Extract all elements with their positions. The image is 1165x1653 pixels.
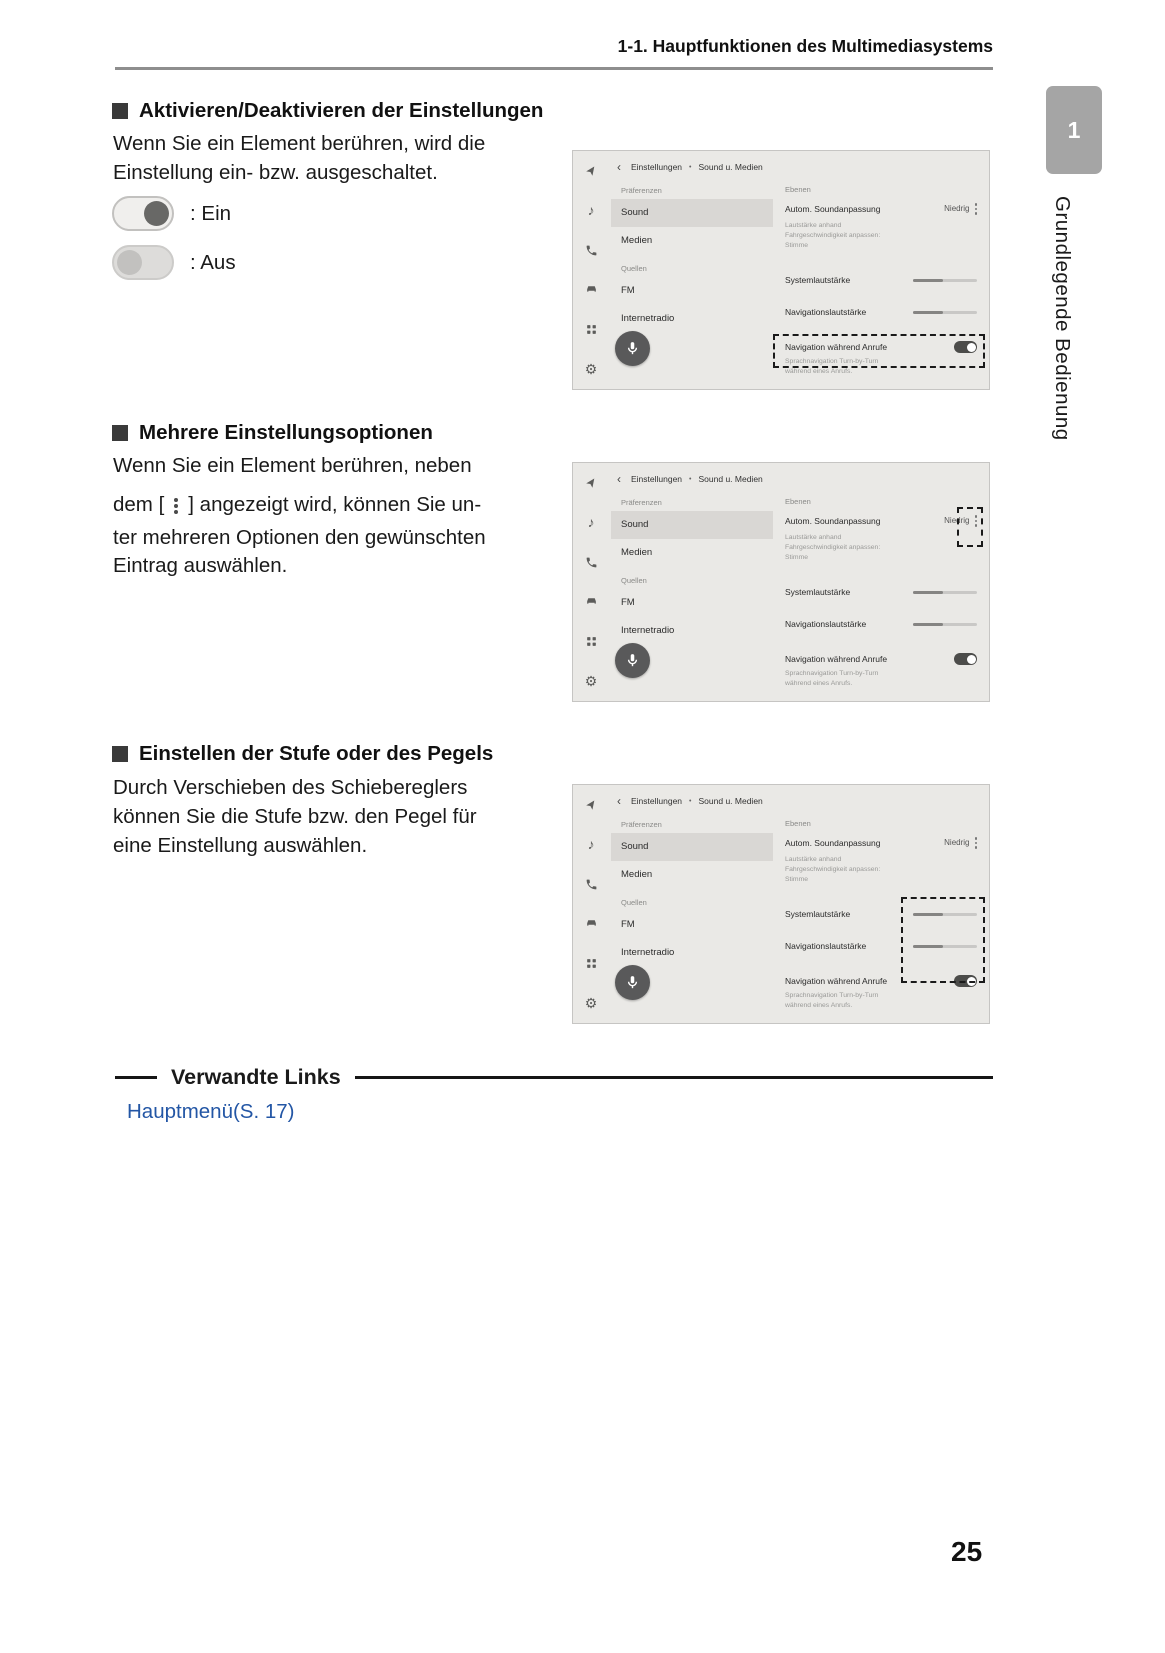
- topbar-section-label: Sound u. Medien: [698, 162, 763, 172]
- s3-body-line1: Durch Verschieben des Schiebereglers: [113, 776, 468, 799]
- navigation-during-calls-description-line1: Sprachnavigation Turn-by-Turn: [785, 358, 879, 365]
- topbar-section-label: Sound u. Medien: [698, 474, 763, 484]
- square-bullet-icon: [112, 103, 128, 119]
- navigation-during-calls-description-line2: während eines Anrufs.: [785, 680, 853, 687]
- header-rule: [115, 67, 993, 70]
- navigation-during-calls-description: [785, 991, 878, 1011]
- map-navigation-icon: [585, 476, 598, 489]
- square-bullet-icon: [112, 746, 128, 762]
- multimedia-settings-screenshot: [572, 784, 990, 1024]
- settings-gear-icon: ⚙: [584, 672, 598, 689]
- multimedia-settings-screenshot: [572, 462, 990, 702]
- related-rule-left: [115, 1076, 157, 1079]
- navigation-during-calls-description-line1: Sprachnavigation Turn-by-Turn: [785, 992, 879, 999]
- screenshot-topbar: [617, 473, 763, 485]
- menu-group-quellen: Quellen: [621, 898, 647, 907]
- back-chevron-icon: ‹: [617, 794, 621, 808]
- panel-group-ebenen: Ebenen: [785, 819, 811, 828]
- menu-group-praeferenzen: Präferenzen: [621, 820, 662, 829]
- phone-icon: [585, 878, 598, 891]
- navigation-during-calls-description-line1: Sprachnavigation Turn-by-Turn: [785, 670, 879, 677]
- hauptmenu-link[interactable]: Hauptmenü(S. 17): [127, 1100, 295, 1123]
- auto-sound-selected-option: Niedrig: [944, 204, 970, 214]
- menu-item-sound: Sound: [611, 511, 773, 539]
- toggle-knob: [117, 250, 142, 275]
- music-note-icon: ♪: [587, 202, 595, 219]
- screenshot-slider-example: [572, 784, 990, 1024]
- topbar-settings-label: Einstellungen: [631, 796, 683, 806]
- music-note-icon: ♪: [587, 836, 595, 853]
- auto-sound-label: Autom. Soundanpassung: [785, 837, 881, 848]
- s1-body-line2: Einstellung ein- bzw. ausgeschaltet.: [113, 161, 438, 184]
- related-links-title: Verwandte Links: [171, 1065, 341, 1089]
- s2-body-line3: ter mehreren Optionen den gewünschten: [113, 526, 486, 549]
- auto-sound-row: [785, 837, 977, 849]
- menu-item-internetradio: Internetradio: [621, 947, 675, 958]
- menu-item-internetradio: Internetradio: [621, 313, 675, 324]
- more-options-icon: [975, 203, 978, 215]
- navigation-during-calls-label: Navigation während Anrufe: [785, 342, 888, 352]
- menu-item-fm: FM: [621, 285, 635, 296]
- slider-fill: [913, 311, 943, 314]
- phone-icon: [585, 244, 598, 257]
- auto-sound-description-line1: Lautstärke anhand: [785, 534, 842, 541]
- app-icon-rail: [573, 463, 609, 701]
- system-volume-slider: [913, 591, 977, 594]
- microphone-icon: [624, 340, 641, 357]
- system-volume-label: Systemlautstärke: [785, 275, 851, 285]
- auto-sound-description-line2: Fahrgeschwindigkeit anpassen:: [785, 544, 881, 551]
- section-2-title-text: Mehrere Einstellungsoptionen: [139, 421, 433, 444]
- apps-grid-icon: [585, 957, 598, 970]
- menu-item-medien: Medien: [621, 235, 653, 246]
- car-icon: [585, 595, 598, 608]
- toggle-off-legend: [112, 245, 236, 280]
- toggle-knob: [144, 201, 169, 226]
- auto-sound-description: [785, 221, 880, 251]
- auto-sound-value: [944, 203, 977, 215]
- section-1-title-text: Aktivieren/Deaktivieren der Einstellungen: [139, 99, 544, 122]
- chapter-vertical-label: Grundlegende Bedienung: [1051, 196, 1074, 441]
- topbar-settings-label: Einstellungen: [631, 474, 683, 484]
- phone-icon: [585, 556, 598, 569]
- menu-item-fm: FM: [621, 919, 635, 930]
- s2-body-line2: [113, 493, 481, 517]
- menu-group-quellen: Quellen: [621, 264, 647, 273]
- navigation-during-calls-row: [785, 653, 977, 665]
- navigation-during-calls-label: Navigation während Anrufe: [785, 976, 888, 986]
- auto-sound-description-line3: Stimme: [785, 242, 809, 249]
- section-3-title-text: Einstellen der Stufe oder des Pegels: [139, 742, 494, 765]
- section-1-title: [112, 99, 543, 123]
- car-icon: [585, 917, 598, 930]
- chapter-tab: 1: [1046, 86, 1102, 174]
- s2-body-line4: Eintrag auswählen.: [113, 554, 288, 577]
- auto-sound-description-line2: Fahrgeschwindigkeit anpassen:: [785, 232, 881, 239]
- highlight-box-toggle-row: [773, 334, 985, 368]
- system-volume-row: [785, 275, 977, 285]
- auto-sound-description-line1: Lautstärke anhand: [785, 222, 842, 229]
- navigation-during-calls-label: Navigation während Anrufe: [785, 654, 888, 664]
- topbar-section-label: Sound u. Medien: [698, 796, 763, 806]
- navigation-volume-label: Navigationslautstärke: [785, 941, 867, 951]
- microphone-button: [615, 643, 650, 678]
- menu-group-quellen: Quellen: [621, 576, 647, 585]
- auto-sound-description: [785, 533, 880, 563]
- toggle-off-label: : Aus: [190, 250, 236, 274]
- microphone-button: [615, 331, 650, 366]
- slider-fill: [913, 623, 943, 626]
- auto-sound-description-line3: Stimme: [785, 554, 809, 561]
- menu-group-praeferenzen: Präferenzen: [621, 498, 662, 507]
- more-options-icon: [975, 837, 978, 849]
- menu-item-fm: FM: [621, 597, 635, 608]
- highlight-box-sliders: [901, 897, 985, 983]
- auto-sound-description-line2: Fahrgeschwindigkeit anpassen:: [785, 866, 881, 873]
- app-icon-rail: [573, 151, 609, 389]
- panel-group-ebenen: Ebenen: [785, 497, 811, 506]
- auto-sound-description-line1: Lautstärke anhand: [785, 856, 842, 863]
- car-icon: [585, 283, 598, 296]
- microphone-button: [615, 965, 650, 1000]
- toggle-knob: [967, 655, 976, 664]
- menu-item-sound: Sound: [611, 199, 773, 227]
- topbar-settings-label: Einstellungen: [631, 162, 683, 172]
- navigation-volume-slider: [913, 311, 977, 314]
- toggle-on-icon: [112, 196, 174, 231]
- menu-item-medien: Medien: [621, 547, 653, 558]
- auto-sound-selected-option: Niedrig: [944, 838, 970, 848]
- navigation-during-calls-toggle: [954, 653, 977, 665]
- settings-panel: [785, 463, 983, 701]
- s3-body-line2: können Sie die Stufe bzw. den Pegel für: [113, 805, 477, 828]
- auto-sound-row: [785, 515, 977, 527]
- section-3-title: [112, 742, 493, 766]
- navigation-volume-row: [785, 619, 977, 629]
- toggle-off-icon: [112, 245, 174, 280]
- related-rule-right: [355, 1076, 993, 1079]
- map-navigation-icon: [585, 798, 598, 811]
- page-header-title: 1-1. Hauptfunktionen des Multimediasystems: [617, 36, 993, 56]
- menu-group-praeferenzen: Präferenzen: [621, 186, 662, 195]
- menu-item-sound: Sound: [611, 833, 773, 861]
- system-volume-row: [785, 587, 977, 597]
- settings-gear-icon: ⚙: [584, 360, 598, 377]
- topbar-separator-dot: •: [689, 475, 692, 483]
- microphone-icon: [624, 974, 641, 991]
- system-volume-label: Systemlautstärke: [785, 587, 851, 597]
- settings-gear-icon: ⚙: [584, 994, 598, 1011]
- back-chevron-icon: ‹: [617, 472, 621, 486]
- system-volume-label: Systemlautstärke: [785, 909, 851, 919]
- navigation-volume-label: Navigationslautstärke: [785, 619, 867, 629]
- toggle-on-label: : Ein: [190, 201, 232, 225]
- s2-body-line1: Wenn Sie ein Element berühren, neben: [113, 454, 472, 477]
- music-note-icon: ♪: [587, 514, 595, 531]
- apps-grid-icon: [585, 635, 598, 648]
- screenshot-topbar: [617, 795, 763, 807]
- s3-body-line3: eine Einstellung auswählen.: [113, 834, 368, 857]
- slider-fill: [913, 591, 943, 594]
- screenshot-options-example: [572, 462, 990, 702]
- s2-line2-prefix: dem [: [113, 493, 165, 516]
- s2-line2-suffix: ] angezeigt wird, können Sie un-: [188, 493, 482, 516]
- auto-sound-label: Autom. Soundanpassung: [785, 515, 881, 526]
- topbar-separator-dot: •: [689, 163, 692, 171]
- navigation-during-calls-description: [785, 669, 878, 689]
- more-options-icon: [174, 498, 178, 514]
- section-2-title: [112, 421, 433, 445]
- toggle-on-legend: [112, 196, 231, 231]
- map-navigation-icon: [585, 164, 598, 177]
- app-icon-rail: [573, 785, 609, 1023]
- auto-sound-row: [785, 203, 977, 215]
- menu-item-medien: Medien: [621, 869, 653, 880]
- highlight-box-more-options: [957, 507, 983, 547]
- apps-grid-icon: [585, 323, 598, 336]
- topbar-separator-dot: •: [689, 797, 692, 805]
- microphone-icon: [624, 652, 641, 669]
- screenshot-topbar: [617, 161, 763, 173]
- slider-fill: [913, 279, 943, 282]
- related-links-header: [115, 1065, 993, 1090]
- system-volume-slider: [913, 279, 977, 282]
- auto-sound-selected-option: Niedrig: [944, 516, 970, 526]
- auto-sound-value: [944, 837, 977, 849]
- page-number: 25: [951, 1536, 983, 1567]
- panel-group-ebenen: Ebenen: [785, 185, 811, 194]
- s1-body-line1: Wenn Sie ein Element berühren, wird die: [113, 132, 486, 155]
- square-bullet-icon: [112, 425, 128, 441]
- menu-item-internetradio: Internetradio: [621, 625, 675, 636]
- navigation-during-calls-description-line2: während eines Anrufs.: [785, 1002, 853, 1009]
- screenshot-toggle-example: [572, 150, 990, 390]
- navigation-volume-label: Navigationslautstärke: [785, 307, 867, 317]
- auto-sound-label: Autom. Soundanpassung: [785, 203, 881, 214]
- navigation-volume-slider: [913, 623, 977, 626]
- multimedia-settings-screenshot: [572, 150, 990, 390]
- navigation-volume-row: [785, 307, 977, 317]
- navigation-during-calls-description-line2: während eines Anrufs.: [785, 368, 853, 375]
- auto-sound-description: [785, 855, 880, 885]
- auto-sound-description-line3: Stimme: [785, 876, 809, 883]
- back-chevron-icon: ‹: [617, 160, 621, 174]
